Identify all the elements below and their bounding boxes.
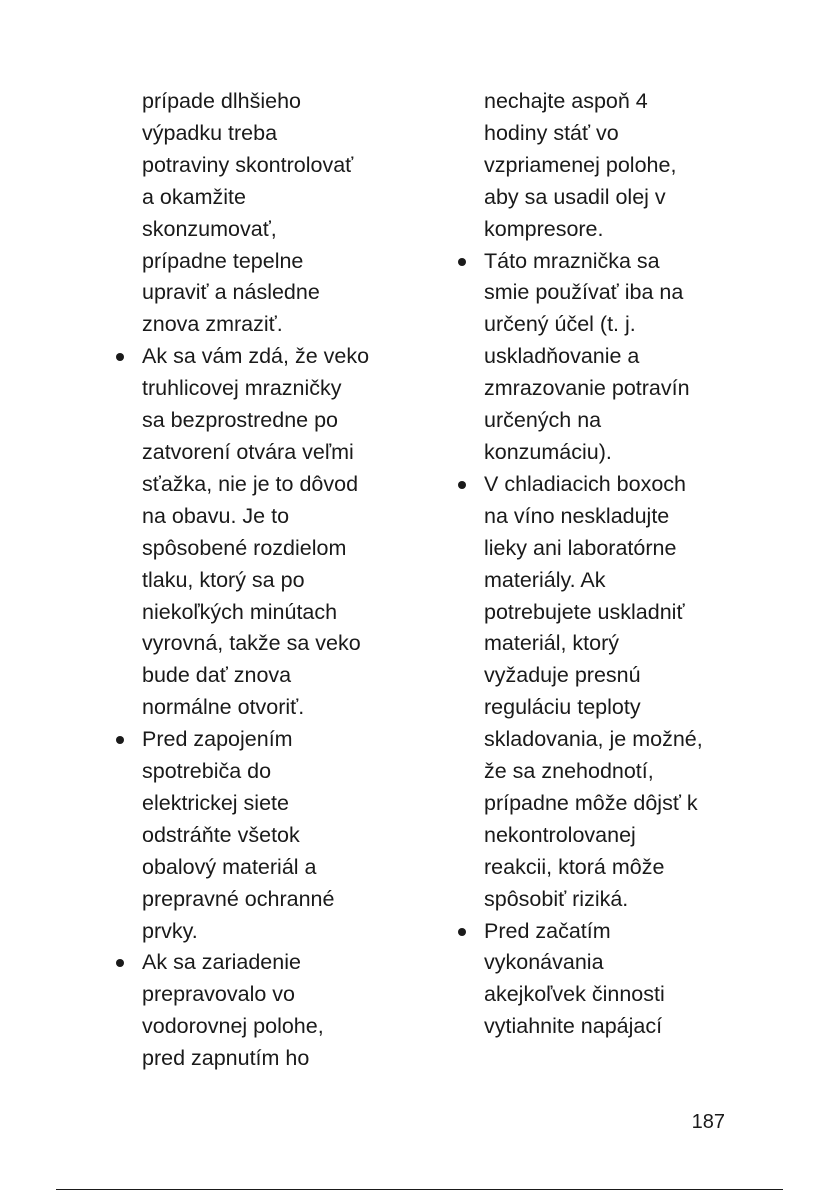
text-line: V chladiacich boxoch [484, 471, 686, 496]
bullet-item [110, 341, 400, 724]
text-line: znova zmraziť. [142, 312, 283, 337]
text-line: potraviny skontrolovať [142, 152, 354, 177]
bullet-item [452, 246, 742, 469]
text-line: vykonávania [484, 950, 604, 975]
right-column [452, 86, 742, 1043]
text-line: prípadne tepelne [142, 248, 304, 273]
text-line: Pred začatím [484, 918, 611, 943]
page-number: 187 [691, 1111, 725, 1133]
text-line: nechajte aspoň 4 [484, 89, 648, 113]
bullet-item [110, 947, 400, 1075]
text-line: obalový materiál a [142, 854, 317, 879]
text-line: materiály. Ak [484, 567, 606, 592]
text-line: prepravovalo vo [142, 982, 295, 1007]
text-line: pred zapnutím ho [142, 1046, 310, 1071]
text-line: zatvorení otvára veľmi [142, 439, 354, 464]
text-line: Táto mraznička sa [484, 248, 660, 273]
text-line: tlaku, ktorý sa po [142, 567, 305, 592]
text-line: vyrovná, takže sa veko [142, 631, 361, 656]
text-line: potrebujete uskladniť [484, 599, 685, 624]
text-line: reguláciu teploty [484, 695, 641, 720]
text-line: prvky. [142, 918, 198, 943]
text-line: normálne otvoriť. [142, 695, 305, 720]
text-line: elektrickej siete [142, 790, 289, 815]
continued-paragraph [452, 86, 742, 246]
text-line: určený účel (t. j. [484, 312, 636, 337]
text-line: Ak sa vám zdá, že veko [142, 344, 370, 369]
text-line: truhlicovej mrazničky [142, 376, 342, 401]
text-line: lieky ani laboratórne [484, 535, 677, 560]
text-line: prípadne môže dôjsť k [484, 790, 698, 815]
bullet-item [110, 724, 400, 947]
text-line: skonzumovať, [142, 216, 277, 241]
text-line: že sa znehodnotí, [484, 759, 654, 784]
left-column [110, 86, 400, 1075]
text-line: uskladňovanie a [484, 344, 640, 369]
text-line: upraviť a následne [142, 280, 320, 305]
bullet-item [452, 916, 742, 1044]
text-line: skladovania, je možné, [484, 727, 703, 752]
text-line: reakcii, ktorá môže [484, 854, 665, 879]
text-line: niekoľkých minútach [142, 599, 338, 624]
bullet-item [452, 469, 742, 916]
text-line: výpadku treba [142, 120, 278, 145]
text-line: materiál, ktorý [484, 631, 620, 656]
text-line: prepravné ochranné [142, 886, 335, 911]
text-line: Ak sa zariadenie [142, 950, 301, 975]
text-line: konzumáciu). [484, 439, 612, 464]
continued-paragraph [110, 86, 400, 341]
text-line: na víno neskladujte [484, 503, 670, 528]
text-line: vyžaduje presnú [484, 663, 641, 688]
text-line: vytiahnite napájací [484, 1014, 663, 1039]
text-line: vodorovnej polohe, [142, 1014, 324, 1039]
text-line: bude dať znova [142, 663, 292, 688]
text-line: spôsobené rozdielom [142, 535, 347, 560]
text-line: sťažka, nie je to dôvod [142, 471, 359, 496]
text-line: sa bezprostredne po [142, 408, 339, 433]
text-line: a okamžite [142, 184, 246, 209]
text-line: spôsobiť riziká. [484, 886, 629, 911]
text-line: odstráňte všetok [142, 822, 300, 847]
footer-rule [56, 1189, 783, 1190]
text-line: hodiny stáť vo [484, 120, 619, 145]
text-line: kompresore. [484, 216, 604, 241]
text-line: určených na [484, 408, 602, 433]
text-line: smie používať iba na [484, 280, 684, 305]
text-line: Pred zapojením [142, 727, 293, 752]
text-line: na obavu. Je to [142, 503, 290, 528]
text-line: aby sa usadil olej v [484, 184, 666, 209]
text-line: nekontrolovanej [484, 822, 636, 847]
text-line: prípade dlhšieho [142, 89, 301, 113]
text-line: akejkoľvek činnosti [484, 982, 665, 1007]
text-line: zmrazovanie potravín [484, 376, 690, 401]
text-line: vzpriamenej polohe, [484, 152, 677, 177]
text-line: spotrebiča do [142, 759, 272, 784]
